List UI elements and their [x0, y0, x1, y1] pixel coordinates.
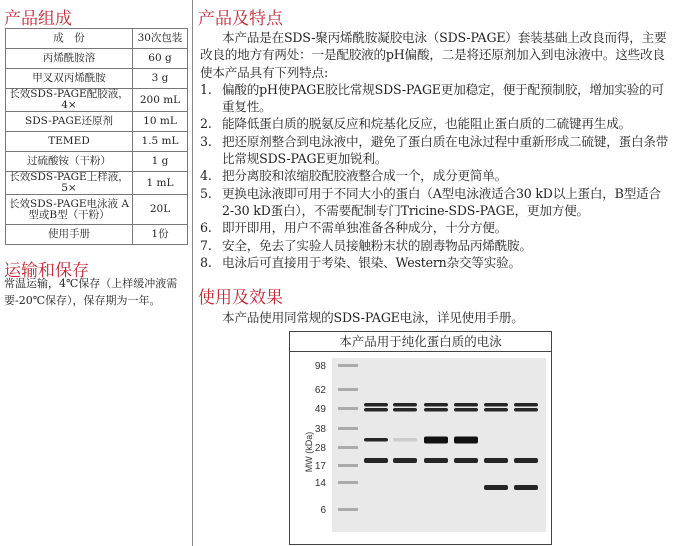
item-text: 安全，免去了实验人员接触粉末状的剧毒物品丙烯酰胺。: [222, 237, 532, 253]
protein-band: [424, 403, 448, 407]
feature-item: [200, 115, 670, 132]
item-number: 4.: [200, 168, 212, 184]
protein-band: [424, 458, 448, 463]
protein-band: [393, 403, 417, 407]
table-row: [6, 225, 188, 245]
component-cell: 甲叉双丙烯酰胺: [6, 69, 133, 89]
table-header: 成 份 30次包装: [6, 29, 188, 49]
item-text: 更换电泳液即可用于不同大小的蛋白（A型电泳液适合30 kD以上蛋白，B型适合2-30 kD蛋白），不需要配制专门Tricine-SDS-PAGE，更加方便。: [222, 185, 661, 218]
quantity-cell: 3 g: [133, 69, 188, 89]
table-row: [6, 172, 188, 195]
feature-item: [200, 219, 670, 236]
feature-item: [200, 133, 670, 168]
protein-band: [514, 408, 538, 412]
component-cell: 丙烯酰胺溶: [6, 49, 133, 69]
component-cell: 长效SDS-PAGE电泳液 A型或B型（干粉）: [6, 195, 133, 225]
marker-label: 38: [314, 424, 326, 435]
component-cell: 过硫酸铵（干粉）: [6, 152, 133, 172]
protein-band: [364, 458, 388, 463]
protein-band: [393, 458, 417, 463]
marker-label: 98: [314, 361, 326, 372]
ladder-band: [338, 508, 358, 511]
quantity-cell: 1份: [133, 225, 188, 245]
feature-item: [200, 81, 670, 116]
quantity-cell: 1 g: [133, 152, 188, 172]
item-number: 3.: [200, 133, 212, 149]
ladder-band: [338, 364, 358, 367]
gel-title: 本产品用于纯化蛋白质的电泳: [290, 332, 551, 352]
protein-band: [514, 485, 538, 490]
features-intro: 本产品是在SDS-聚丙烯酰胺凝胶电泳（SDS-PAGE）套装基础上改良而得，主要改良的地方有两处：一是配胶液的pH偏酸，二是将还原剂加入到电泳液中。这些改良使本产品具有下列特点:: [200, 30, 667, 80]
storage-text: 常温运输，4℃保存（上样缓冲液需要-20℃保存），保存期为一年。: [4, 277, 178, 307]
ladder-band: [338, 407, 358, 410]
ladder-band: [338, 481, 358, 484]
quantity-cell: 1 mL: [133, 172, 188, 195]
protein-band: [393, 438, 417, 442]
item-number: 5.: [200, 185, 212, 201]
ladder-band: [338, 427, 358, 430]
y-axis-label: MW (kDa): [304, 431, 314, 473]
features-title: 产品及特点: [198, 9, 283, 29]
feature-item: [200, 185, 670, 220]
protein-band: [484, 408, 508, 412]
feature-item: [200, 237, 670, 254]
marker-label: 49: [314, 404, 326, 415]
composition-title: 产品组成: [4, 9, 72, 29]
quantity-cell: 200 mL: [133, 89, 188, 112]
quantity-cell: 1.5 mL: [133, 132, 188, 152]
ladder-band: [338, 464, 358, 467]
composition-table: [5, 28, 188, 245]
protein-band: [454, 403, 478, 407]
marker-label: 62: [314, 385, 326, 396]
table-row: [6, 112, 188, 132]
component-cell: SDS-PAGE还原剂: [6, 112, 133, 132]
component-cell: TEMED: [6, 132, 133, 152]
protein-band: [364, 438, 388, 442]
item-text: 即开即用，用户不需单独准备各种成分，十分方便。: [222, 220, 508, 236]
item-text: 把还原剂整合到电泳液中，避免了蛋白质在电泳过程中重新形成二硫键，蛋白条带比常规SDS-PAGE更加锐利。: [222, 133, 669, 167]
component-cell: 长效SDS-PAGE配胶液，4×: [6, 89, 133, 112]
storage-title: 运输和保存: [4, 261, 89, 281]
item-text: 把分离胶和浓缩胶配胶液整合成一个，成分更简单。: [222, 168, 508, 184]
item-text: 电泳后可直接用于考染、银染、Western杂交等实验。: [222, 254, 521, 270]
protein-band: [484, 485, 508, 490]
features-body: [200, 29, 670, 271]
component-cell: 长效SDS-PAGE上样液，5×: [6, 172, 133, 195]
marker-label: 17: [314, 461, 326, 472]
quantity-cell: 20L: [133, 195, 188, 225]
table-row: [6, 49, 188, 69]
protein-band: [484, 458, 508, 463]
marker-label: 6: [320, 505, 326, 516]
protein-band: [454, 408, 478, 412]
gel-figure: [289, 331, 552, 545]
marker-label: 14: [314, 478, 326, 489]
table-row: [6, 152, 188, 172]
item-number: 7.: [200, 237, 212, 253]
item-number: 6.: [200, 220, 212, 236]
item-text: 偏酸的pH使PAGE胶比常规SDS-PAGE更加稳定，便于配预制胶，增加实验的可重复性。: [222, 81, 664, 115]
protein-band: [484, 403, 508, 407]
item-number: 1.: [200, 81, 212, 97]
protein-band: [514, 458, 538, 463]
protein-band: [454, 437, 478, 444]
feature-item: [200, 254, 670, 271]
protein-band: [424, 437, 448, 444]
ladder-band: [338, 388, 358, 391]
table-row: [6, 132, 188, 152]
ladder-band: [338, 446, 358, 449]
protein-band: [514, 403, 538, 407]
marker-label: 28: [314, 443, 326, 454]
item-number: 2.: [200, 116, 212, 132]
table-row: [6, 89, 188, 112]
protein-band: [454, 458, 478, 463]
table-row: [6, 69, 188, 89]
column-divider: [192, 0, 193, 546]
protein-band: [393, 408, 417, 412]
item-number: 8.: [200, 254, 212, 270]
feature-item: [200, 167, 670, 184]
protein-band: [364, 403, 388, 407]
protein-band: [364, 408, 388, 412]
gel-background: [332, 358, 546, 532]
usage-text: 本产品使用同常规的SDS-PAGE电泳，详见使用手册。: [222, 310, 524, 325]
usage-title: 使用及效果: [198, 288, 283, 308]
gel-image: [290, 352, 551, 544]
item-text: 能降低蛋白质的脱氨反应和烷基化反应，也能阻止蛋白质的二硫键再生成。: [222, 116, 631, 132]
component-cell: 使用手册: [6, 225, 133, 245]
protein-band: [424, 408, 448, 412]
quantity-cell: 60 g: [133, 49, 188, 69]
quantity-cell: 10 mL: [133, 112, 188, 132]
table-row: [6, 195, 188, 225]
